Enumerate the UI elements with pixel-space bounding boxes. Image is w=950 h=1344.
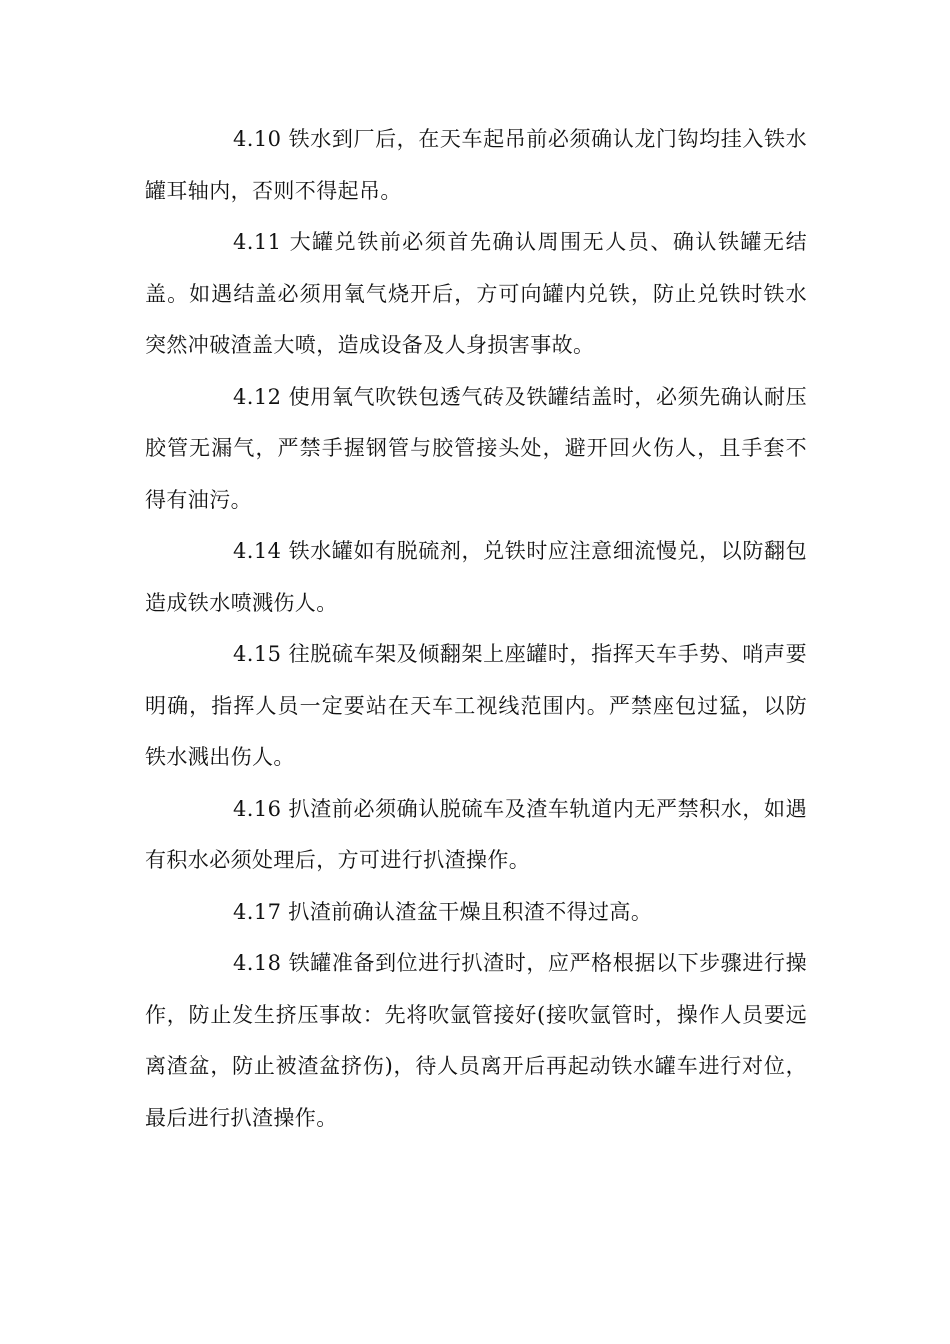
paragraph-4-14: 4.14 铁水罐如有脱硫剂，兑铁时应注意细流慢兑，以防翻包造成铁水喷溅伤人。 bbox=[145, 539, 807, 615]
paragraph-4-17: 4.17 扒渣前确认渣盆干燥且积渣不得过高。 bbox=[233, 899, 653, 924]
paragraph-4-18: 4.18 铁罐准备到位进行扒渣时，应严格根据以下步骤进行操作，防止发生挤压事故：先将吹氩管接好(接吹氩管时，操作人员要远离渣盆，防止被渣盆挤伤)，待人员离开后再起动铁水罐车进行对位，最后进行扒渣操作。 bbox=[145, 951, 807, 1130]
paragraph-4-16: 4.16 扒渣前必须确认脱硫车及渣车轨道内无严禁积水，如遇有积水必须处理后，方可进行扒渣操作。 bbox=[145, 796, 807, 872]
document-page bbox=[145, 114, 807, 1144]
paragraph-4-11: 4.11 大罐兑铁前必须首先确认周围无人员、确认铁罐无结盖。如遇结盖必须用氧气烧开后，方可向罐内兑铁，防止兑铁时铁水突然冲破渣盖大喷，造成设备及人身损害事故。 bbox=[145, 230, 807, 357]
paragraph-4-10: 4.10 铁水到厂后，在天车起吊前必须确认龙门钩均挂入铁水罐耳轴内，否则不得起吊。 bbox=[145, 127, 807, 203]
paragraph-4-15: 4.15 往脱硫车架及倾翻架上座罐时，指挥天车手势、哨声要明确，指挥人员一定要站在天车工视线范围内。严禁座包过猛，以防铁水溅出伤人。 bbox=[145, 642, 807, 769]
paragraph-4-12: 4.12 使用氧气吹铁包透气砖及铁罐结盖时，必须先确认耐压胶管无漏气，严禁手握钢管与胶管接头处，避开回火伤人，且手套不得有油污。 bbox=[145, 384, 807, 512]
